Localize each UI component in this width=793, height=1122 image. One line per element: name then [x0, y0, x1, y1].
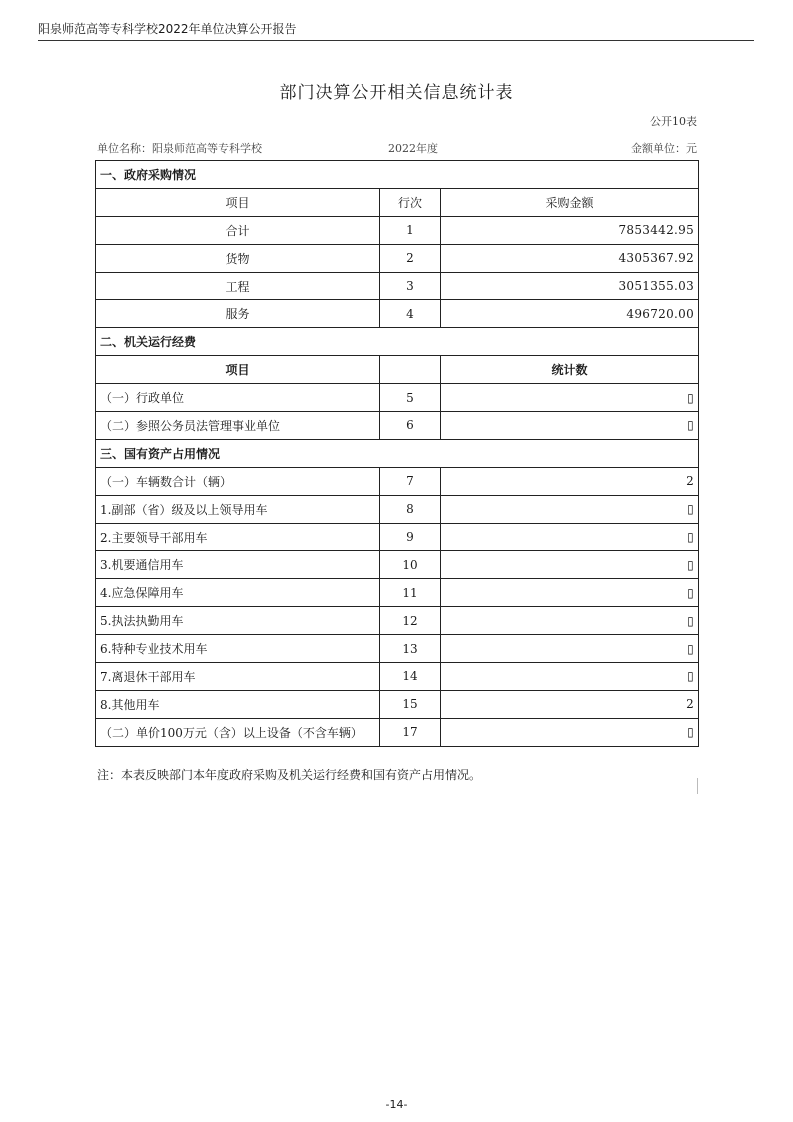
item-cell: 2.主要领导干部用车	[96, 523, 380, 551]
table-row	[96, 523, 699, 551]
table-row	[96, 467, 699, 495]
item-cell: 8.其他用车	[96, 690, 380, 718]
line-cell: 17	[380, 718, 441, 746]
section-row	[96, 328, 699, 356]
amount-cell: 3051355.03	[441, 272, 699, 300]
item-cell: 4.应急保障用车	[96, 579, 380, 607]
header-rule	[38, 40, 754, 41]
table-row	[96, 663, 699, 691]
item-cell: 工程	[96, 272, 380, 300]
column-header: 项目	[96, 188, 380, 216]
column-header: 采购金额	[441, 188, 699, 216]
line-cell: 4	[380, 300, 441, 328]
amount-cell: 7853442.95	[441, 216, 699, 244]
column-header: 项目	[96, 356, 380, 384]
value-cell: 2	[441, 690, 699, 718]
value-cell: ▯	[441, 523, 699, 551]
section-title: 二、机关运行经费	[96, 328, 699, 356]
line-cell: 1	[380, 216, 441, 244]
statistics-table	[95, 160, 699, 747]
table-row	[96, 412, 699, 440]
line-cell: 8	[380, 495, 441, 523]
table-row	[96, 579, 699, 607]
value-cell: ▯	[441, 579, 699, 607]
line-cell: 13	[380, 635, 441, 663]
item-cell: 1.副部（省）级及以上领导用车	[96, 495, 380, 523]
line-cell: 12	[380, 607, 441, 635]
section-row	[96, 439, 699, 467]
item-cell: 3.机要通信用车	[96, 551, 380, 579]
header-row	[96, 356, 699, 384]
column-header	[380, 356, 441, 384]
item-cell: （一）行政单位	[96, 384, 380, 412]
value-cell: 2	[441, 467, 699, 495]
item-cell: 7.离退休干部用车	[96, 663, 380, 691]
item-cell: （一）车辆数合计（辆）	[96, 467, 380, 495]
item-cell: （二）参照公务员法管理事业单位	[96, 412, 380, 440]
line-cell: 5	[380, 384, 441, 412]
value-cell: ▯	[441, 663, 699, 691]
section-row	[96, 161, 699, 189]
unit-name: 单位名称：阳泉师范高等专科学校	[97, 142, 262, 155]
table-row	[96, 690, 699, 718]
value-cell: ▯	[441, 718, 699, 746]
table-row	[96, 607, 699, 635]
table-row	[96, 495, 699, 523]
item-cell: 服务	[96, 300, 380, 328]
line-cell: 6	[380, 412, 441, 440]
value-cell: ▯	[441, 607, 699, 635]
item-cell: 货物	[96, 244, 380, 272]
table-row	[96, 300, 699, 328]
value-cell: ▯	[441, 551, 699, 579]
value-cell: ▯	[441, 495, 699, 523]
line-cell: 3	[380, 272, 441, 300]
running-header: 阳泉师范高等专科学校2022年单位决算公开报告	[38, 22, 297, 36]
line-cell: 10	[380, 551, 441, 579]
value-cell: ▯	[441, 635, 699, 663]
trailing-border-line	[697, 778, 698, 794]
column-header: 行次	[380, 188, 441, 216]
line-cell: 11	[380, 579, 441, 607]
money-unit: 金额单位：元	[631, 142, 697, 155]
item-cell: 合计	[96, 216, 380, 244]
line-cell: 14	[380, 663, 441, 691]
amount-cell: 4305367.92	[441, 244, 699, 272]
table-row	[96, 635, 699, 663]
item-cell: 5.执法执勤用车	[96, 607, 380, 635]
item-cell: （二）单价100万元（含）以上设备（不含车辆）	[96, 718, 380, 746]
table-row	[96, 551, 699, 579]
line-cell: 9	[380, 523, 441, 551]
table-row	[96, 244, 699, 272]
table-row	[96, 718, 699, 746]
document-title: 部门决算公开相关信息统计表	[279, 83, 514, 103]
page-number: -14-	[385, 1098, 408, 1111]
table-number: 公开10表	[650, 115, 697, 128]
line-cell: 15	[380, 690, 441, 718]
report-year: 2022年度	[388, 142, 438, 155]
value-cell: ▯	[441, 412, 699, 440]
column-header: 统计数	[441, 356, 699, 384]
table-footnote: 注：本表反映部门本年度政府采购及机关运行经费和国有资产占用情况。	[97, 768, 482, 782]
item-cell: 6.特种专业技术用车	[96, 635, 380, 663]
section-title: 一、政府采购情况	[96, 161, 699, 189]
section-title: 三、国有资产占用情况	[96, 439, 699, 467]
line-cell: 7	[380, 467, 441, 495]
amount-cell: 496720.00	[441, 300, 699, 328]
table-row	[96, 272, 699, 300]
table-row	[96, 384, 699, 412]
value-cell: ▯	[441, 384, 699, 412]
line-cell: 2	[380, 244, 441, 272]
header-row	[96, 188, 699, 216]
table-row	[96, 216, 699, 244]
